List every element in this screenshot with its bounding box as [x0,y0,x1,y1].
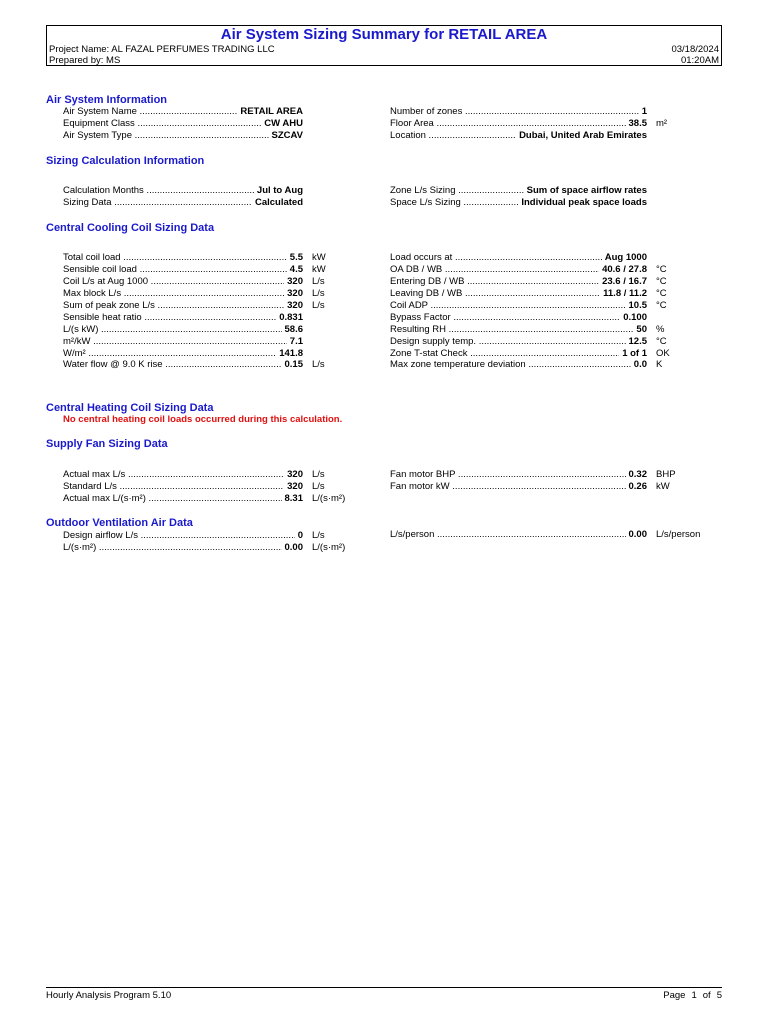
field-label: Sum of peak zone L/s ..... [63,300,303,312]
field-value: 7.1 [287,336,303,348]
field-label: L/s/person ..... [390,529,647,541]
of-word: of [702,990,711,1001]
field-label: Sensible coil load ..... [63,264,303,276]
field-label: Load occurs at ..... [390,252,647,264]
field-unit: kW [312,252,326,263]
field-row [390,118,647,130]
field-unit: °C [656,336,667,347]
section-sizing-calc-info: Sizing Calculation Information [46,155,205,167]
field-value: Individual peak space loads [518,197,647,209]
field-value: 10.5 [626,300,648,312]
report-footer [46,987,722,1001]
field-value: 141.8 [276,348,303,360]
field-row [390,276,647,288]
field-row [63,197,303,209]
field-row [390,469,647,481]
project-name: Project Name: AL FAZAL PERFUMES TRADING LLC [49,44,275,55]
field-value: 11.8 / 11.2 [600,288,647,300]
field-row [63,324,303,336]
field-label: Standard L/s ..... [63,481,303,493]
field-row [63,185,303,197]
field-row [63,493,303,505]
field-value: Aug 1000 [602,252,647,264]
field-label: Calculation Months ..... [63,185,303,197]
field-row [390,130,647,142]
field-label: Number of zones ..... [390,106,647,118]
field-row [63,252,303,264]
field-row [63,336,303,348]
page-number: 1 [691,990,697,1001]
field-row [390,106,647,118]
field-label: Zone T-stat Check ..... [390,348,647,360]
field-label: Max block L/s ..... [63,288,303,300]
field-row [390,529,647,541]
section-outdoor-ventilation: Outdoor Ventilation Air Data [46,517,193,529]
prepared-by: Prepared by: MS [49,55,121,66]
report-title: Air System Sizing Summary for RETAIL AREA [220,26,548,43]
field-label: Space L/s Sizing ..... [390,197,647,209]
field-value: 0 [295,530,303,542]
field-value: 50 [633,324,647,336]
field-unit: L/s [312,359,325,370]
field-value: 0.26 [626,481,648,493]
program-name: Hourly Analysis Program 5.10 [46,990,172,1001]
field-value: 0.00 [626,529,648,541]
field-value: 23.6 / 16.7 [599,276,647,288]
field-row [390,264,647,276]
field-row [390,185,647,197]
field-unit: °C [656,300,667,311]
field-value: 5.5 [287,252,303,264]
field-label: Design airflow L/s ..... [63,530,303,542]
field-unit: BHP [656,469,676,480]
field-value: 40.6 / 27.8 [599,264,647,276]
field-row [63,481,303,493]
field-label: m²/kW ..... [63,336,303,348]
field-unit: kW [656,481,670,492]
field-unit: L/s [312,300,325,311]
field-label: Coil ADP ..... [390,300,647,312]
field-unit: L/(s·m²) [312,493,346,504]
field-unit: L/s [312,469,325,480]
field-unit: L/(s·m²) [312,542,346,553]
field-label: Actual max L/s ..... [63,469,303,481]
report-date: 03/18/2024 [671,44,719,55]
field-row [63,288,303,300]
field-label: Air System Name ..... [63,106,303,118]
field-unit: L/s [312,276,325,287]
field-unit: % [656,324,665,335]
heating-note: No central heating coil loads occurred during this calculation. [63,414,343,425]
field-unit: kW [312,264,326,275]
field-row [390,312,647,324]
field-label: W/m² ..... [63,348,303,360]
field-unit: L/s [312,530,325,541]
section-cooling-coil: Central Cooling Coil Sizing Data [46,222,215,234]
field-label: Zone L/s Sizing ..... [390,185,647,197]
report-header [46,25,722,66]
field-value: SZCAV [269,130,304,142]
field-value: 0.831 [276,312,303,324]
field-label: L/(s kW) ..... [63,324,303,336]
field-value: 320 [284,300,303,312]
field-value: Jul to Aug [254,185,303,197]
page-word: Page [663,990,686,1001]
field-row [63,312,303,324]
field-row [63,276,303,288]
field-row [390,197,647,209]
field-label: Equipment Class ..... [63,118,303,130]
field-value: RETAIL AREA [237,106,303,118]
field-label: Actual max L/(s·m²) ..... [63,493,303,505]
field-row [63,300,303,312]
field-label: Bypass Factor ..... [390,312,647,324]
field-value: 1 of 1 [619,348,647,360]
field-row [390,288,647,300]
section-heating-coil: Central Heating Coil Sizing Data [46,402,214,414]
field-value: Calculated [252,197,303,209]
field-value: 58.6 [282,324,304,336]
field-value: 320 [284,481,303,493]
field-label: Fan motor BHP ..... [390,469,647,481]
field-value: 320 [284,469,303,481]
field-label: OA DB / WB ..... [390,264,647,276]
field-row [63,264,303,276]
field-unit: L/s [312,481,325,492]
field-label: Sensible heat ratio ..... [63,312,303,324]
field-label: Coil L/s at Aug 1000 ..... [63,276,303,288]
report-time: 01:20AM [680,55,719,66]
field-label: Sizing Data ..... [63,197,303,209]
field-value: Dubai, United Arab Emirates [516,130,647,142]
field-row [63,118,303,130]
field-row [63,359,303,371]
field-value: 0.100 [620,312,647,324]
field-label: Design supply temp. ..... [390,336,647,348]
field-value: 320 [284,288,303,300]
section-supply-fan: Supply Fan Sizing Data [46,438,168,450]
field-value: 12.5 [626,336,648,348]
field-label: Floor Area ..... [390,118,647,130]
field-unit: K [656,359,663,370]
field-value: 8.31 [282,493,304,505]
field-label: Location ..... [390,130,647,142]
field-label: Air System Type ..... [63,130,303,142]
field-row [390,300,647,312]
field-unit: °C [656,288,667,299]
field-unit: m² [656,118,668,129]
field-label: Max zone temperature deviation ..... [390,359,647,371]
field-value: CW AHU [261,118,303,130]
field-label: Fan motor kW ..... [390,481,647,493]
page-indicator [657,990,722,1001]
field-label: Leaving DB / WB ..... [390,288,647,300]
field-row [390,252,647,264]
field-value: 38.5 [626,118,648,130]
field-unit: °C [656,264,667,275]
field-row [63,542,303,554]
field-label: Total coil load ..... [63,252,303,264]
field-row [390,481,647,493]
field-value: Sum of space airflow rates [524,185,647,197]
field-label: Entering DB / WB ..... [390,276,647,288]
field-unit: L/s/person [656,529,701,540]
field-value: 0.15 [282,359,304,371]
field-value: 0.00 [282,542,304,554]
field-unit: OK [656,348,670,359]
field-value: 4.5 [287,264,303,276]
field-label: L/(s·m²) ..... [63,542,303,554]
field-row [63,106,303,118]
field-row [390,359,647,371]
field-row [63,130,303,142]
field-label: Resulting RH ..... [390,324,647,336]
field-row [63,530,303,542]
field-value: 0.0 [631,359,647,371]
field-unit: °C [656,276,667,287]
field-label: Water flow @ 9.0 K rise ..... [63,359,303,371]
field-value: 320 [284,276,303,288]
field-row [390,324,647,336]
field-row [390,336,647,348]
field-value: 0.32 [626,469,648,481]
page-total: 5 [716,990,722,1001]
field-value: 1 [639,106,647,118]
field-unit: L/s [312,288,325,299]
field-row [63,469,303,481]
section-air-system-info: Air System Information [46,94,168,106]
